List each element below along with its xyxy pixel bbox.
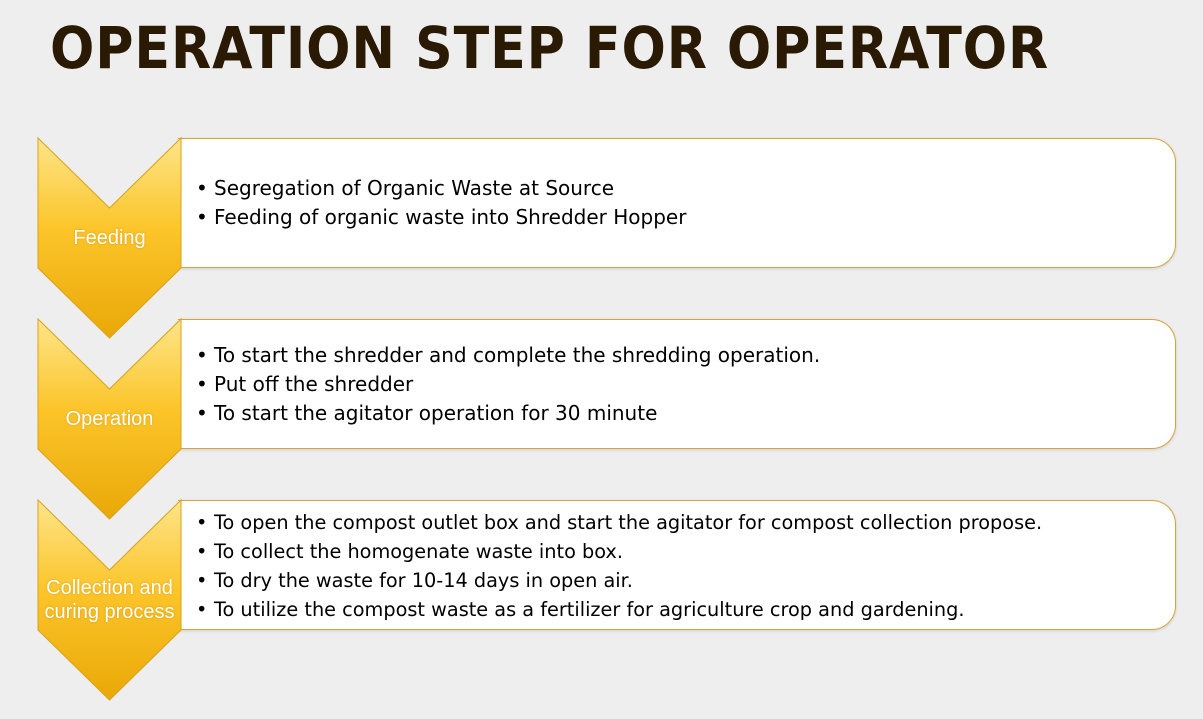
step-label: Operation [65, 408, 154, 430]
step-feeding [0, 138, 1203, 338]
list-item: • Put off the shredder [196, 370, 820, 399]
list-item: • To utilize the compost waste as a fertilizer for agriculture crop and gardening. [196, 595, 1042, 624]
list-item: • To dry the waste for 10-14 days in open air. [196, 566, 1042, 595]
list-item: • To open the compost outlet box and start the agitator for compost collection propose. [196, 508, 1042, 537]
step-bullet-list [196, 174, 686, 232]
step-label: Feeding [73, 227, 146, 249]
step-label-line: Collection and [46, 577, 173, 599]
step-bullet-list [196, 341, 820, 428]
step-collection-and-curing [0, 500, 1203, 700]
list-item: • To collect the homogenate waste into box. [196, 537, 1042, 566]
step-label [38, 576, 181, 624]
list-item: • Segregation of Organic Waste at Source [196, 174, 686, 203]
list-item: • To start the shredder and complete the shredding operation. [196, 341, 820, 370]
list-item: • To start the agitator operation for 30 minute [196, 399, 820, 428]
step-operation [0, 319, 1203, 519]
step-bullet-list [196, 508, 1042, 624]
page-title: OPERATION STEP FOR OPERATOR [50, 14, 1050, 82]
step-label-line: curing process [44, 601, 175, 623]
list-item: • Feeding of organic waste into Shredder Hopper [196, 203, 686, 232]
